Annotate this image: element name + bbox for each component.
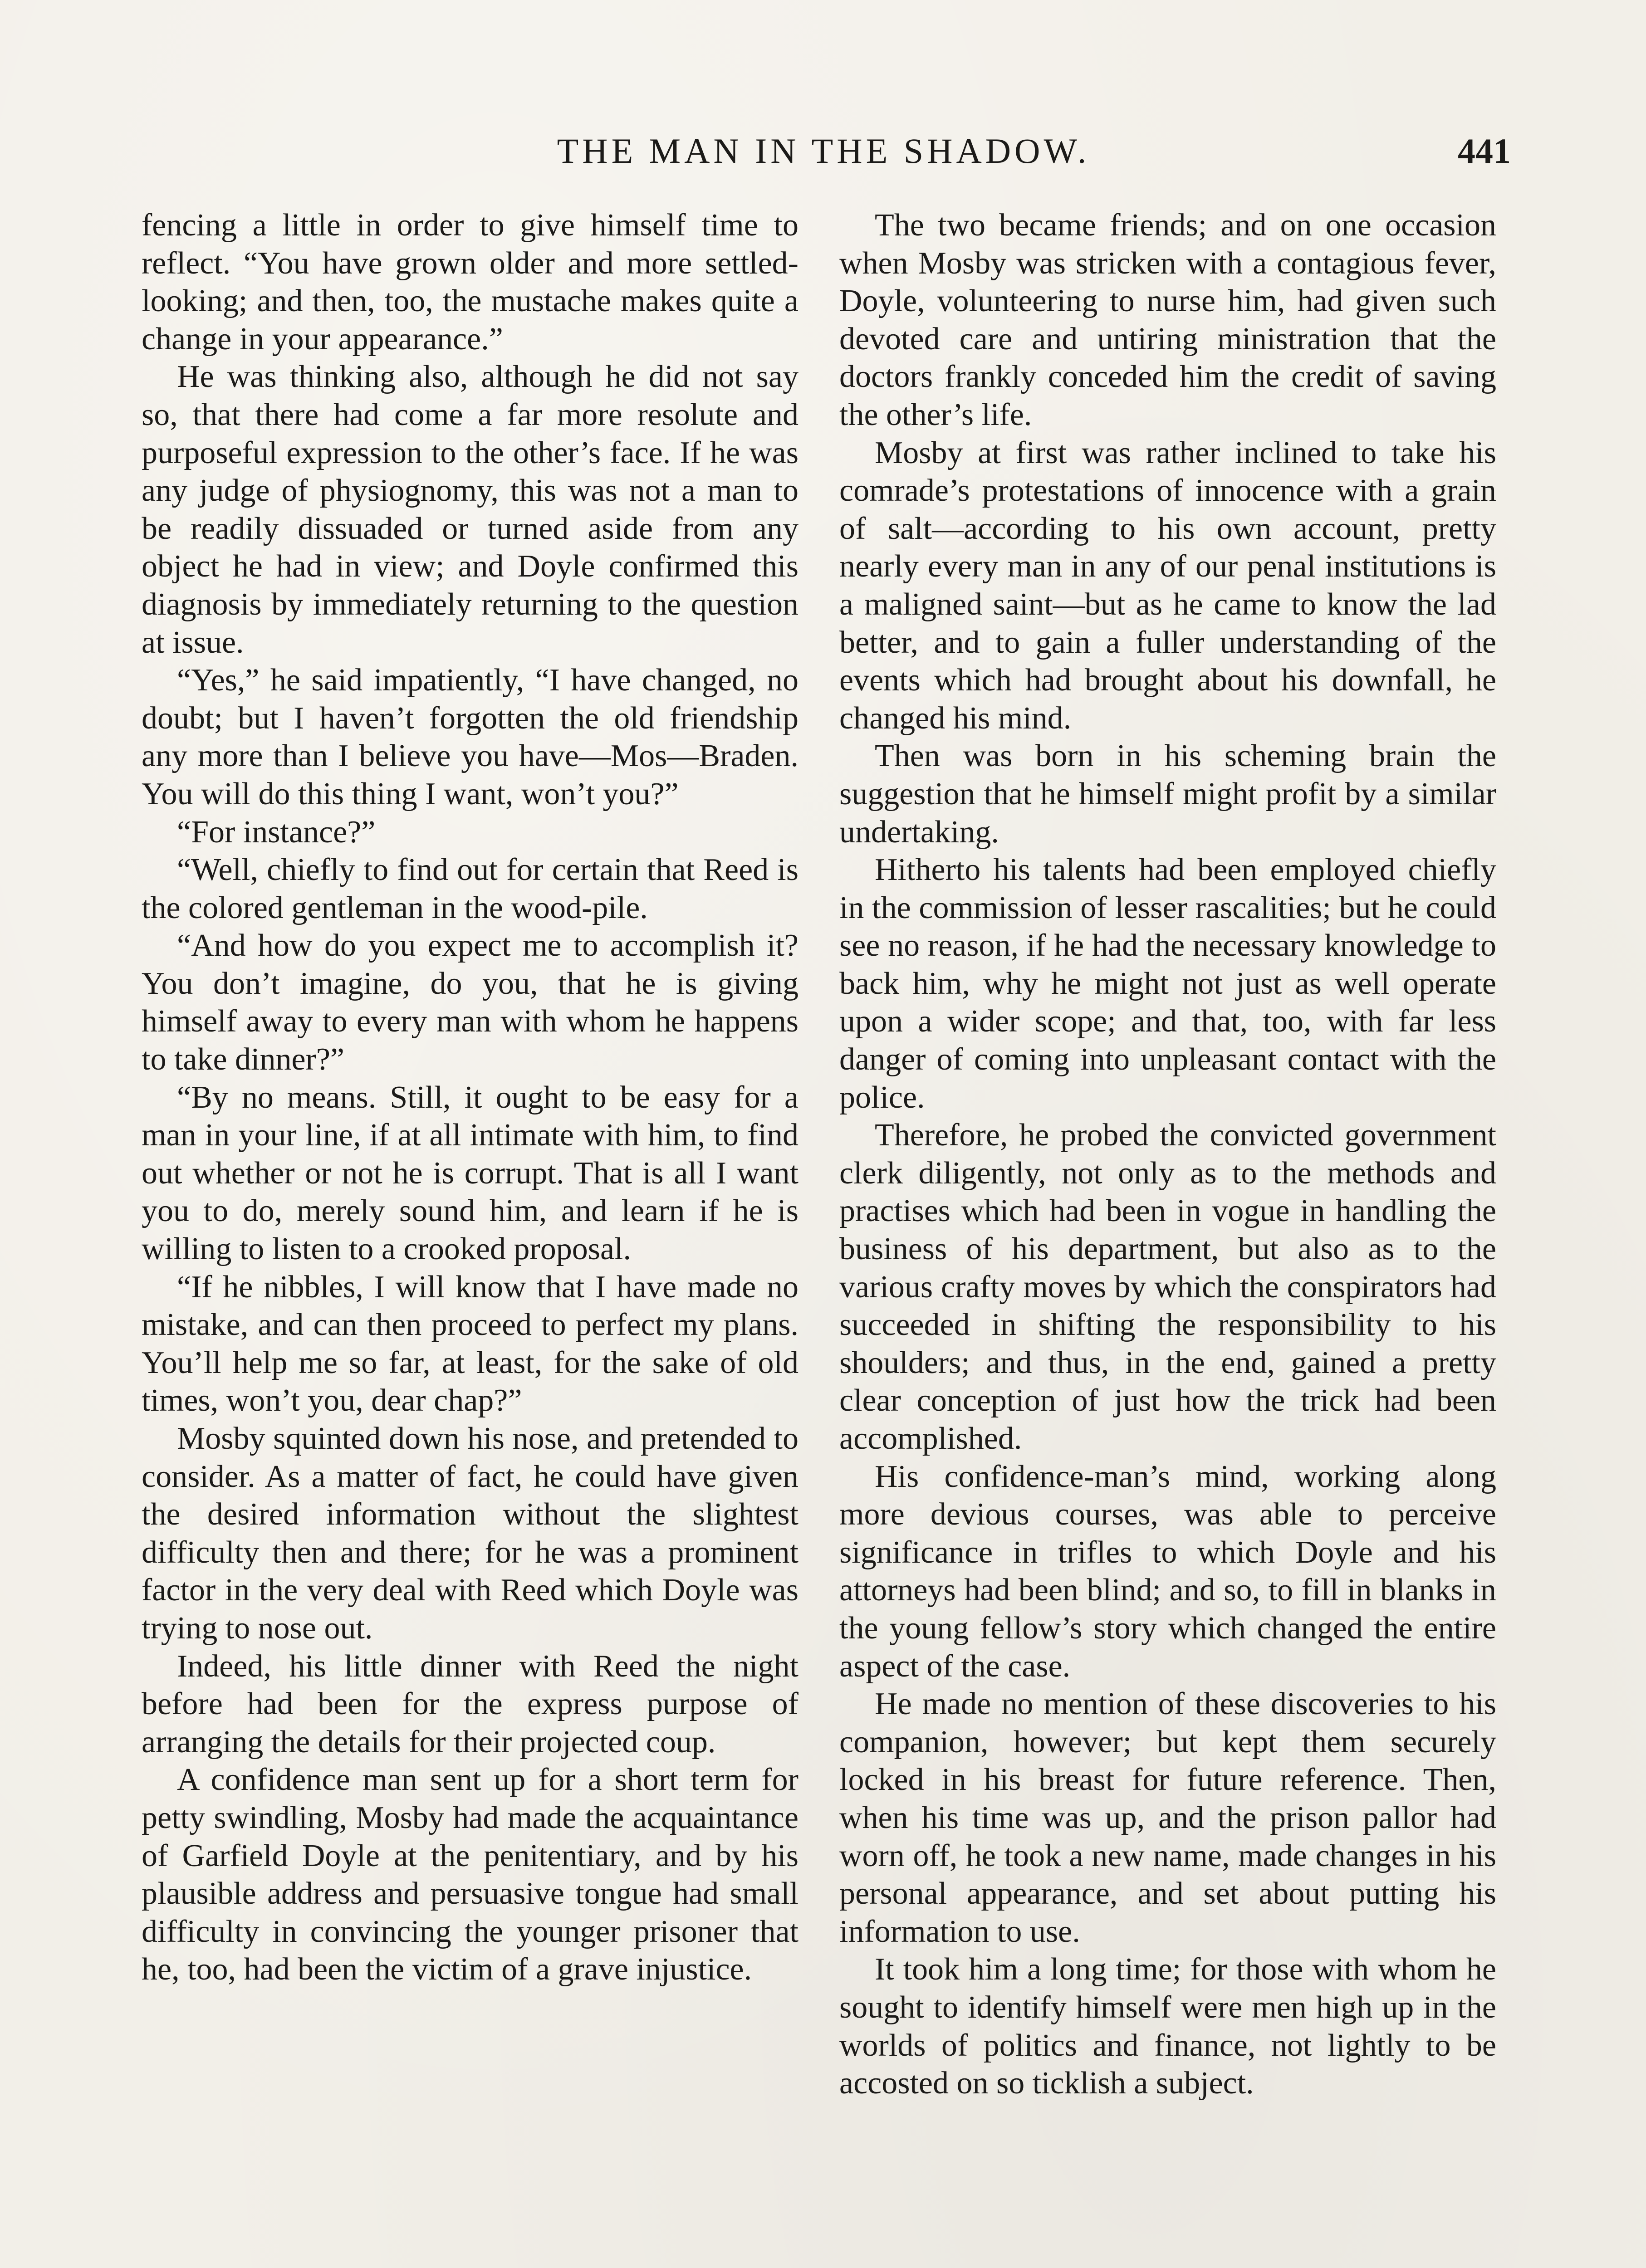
running-title: THE MAN IN THE SHADOW. xyxy=(557,131,1090,171)
paragraph: A confidence man sent up for a short term for petty swindling, Mosby had made the acquaintance of Garfield Doyle at the penitentiary, and by his plausible address and persuasive tongue had small difficulty in convincing the younger prisoner that he, too, had been the victim of a grave injustice. xyxy=(142,1762,799,1987)
paragraph: “By no means. Still, it ought to be easy for a man in your line, if at all intimate with him, to find out whether or not he is corrupt. That is all I want you to do, merely sound him, and learn if he is willing to listen to a crooked proposal. xyxy=(142,1080,799,1267)
paragraph: Indeed, his little dinner with Reed the night before had been for the express purpose of arranging the details for their projected coup. xyxy=(142,1648,799,1760)
paragraph: His confidence-man’s mind, working along more devious courses, was able to perceive significance in trifles to which Doyle and his attorneys had been blind; and so, to fill in blanks in the young fellow’s story which changed the entire aspect of the case. xyxy=(839,1459,1496,1684)
left-column xyxy=(142,206,799,2102)
paragraph: “And how do you expect me to accomplish it? You don’t imagine, do you, that he is giving himself away to every man with whom he happens to take dinner?” xyxy=(142,928,799,1077)
paragraph: Mosby squinted down his nose, and pretended to consider. As a matter of fact, he could have given the desired information without the slightest difficulty then and there; for he was a prominent factor in the very deal with Reed which Doyle was trying to nose out. xyxy=(142,1421,799,1646)
running-head xyxy=(136,126,1511,176)
paragraph: “For instance?” xyxy=(177,814,376,850)
paragraph: He made no mention of these discoveries to his companion, however; but kept them securely locked in his breast for future reference. Then, when his time was up, and the prison pallor had worn off, he took a new name, made changes in his personal appearance, and set about putting his information to use. xyxy=(839,1686,1496,1949)
paragraph: The two became friends; and on one occasion when Mosby was stricken with a contagious fever, Doyle, volunteering to nurse him, had given such devoted care and untiring ministration that the doctors frankly conceded him the credit of saving the other’s life. xyxy=(839,208,1496,432)
page-number: 441 xyxy=(1458,131,1511,171)
paragraph: “Yes,” he said impatiently, “I have changed, no doubt; but I haven’t forgotten the old friendship any more than I believe you have—Mos—Braden. You will do this thing I want, won’t you?” xyxy=(142,663,799,811)
text-columns xyxy=(142,206,1496,2102)
right-column xyxy=(839,206,1496,2102)
paragraph: Then was born in his scheming brain the suggestion that he himself might profit by a similar undertaking. xyxy=(839,738,1496,850)
paragraph: Mosby at first was rather inclined to take his comrade’s protestations of innocence with a grain of salt—according to his own account, pretty nearly every man in any of our penal institutions is a maligned saint—but as he came to know the lad better, and to gain a fuller understanding of the events which had brought about his downfall, he changed his mind. xyxy=(839,435,1496,736)
paragraph: It took him a long time; for those with whom he sought to identify himself were men high up in the worlds of politics and finance, not lightly to be accosted on so ticklish a subject. xyxy=(839,1952,1496,2101)
paragraph: Hitherto his talents had been employed chiefly in the commission of lesser rascalities; but he could see no reason, if he had the necessary knowledge to back him, why he might not just as well operate upon a wider scope; and that, too, with far less danger of coming into unpleasant contact with the police. xyxy=(839,852,1496,1115)
paragraph: fencing a little in order to give himself time to reflect. “You have grown older and more settled-looking; and then, too, the mustache makes quite a change in your appearance.” xyxy=(142,208,799,357)
paragraph: Therefore, he probed the convicted government clerk diligently, not only as to the methods and practises which had been in vogue in handling the business of his department, but also as to the various crafty moves by which the conspirators had succeeded in shifting the responsibility to his shoulders; and thus, in the end, gained a pretty clear conception of just how the trick had been accomplished. xyxy=(839,1118,1496,1456)
paragraph: He was thinking also, although he did not say so, that there had come a far more resolute and purposeful expression to the other’s face. If he was any judge of physiognomy, this was not a man to be readily dissuaded or turned aside from any object he had in view; and Doyle confirmed this diagnosis by immediately returning to the question at issue. xyxy=(142,359,799,660)
paragraph: “If he nibbles, I will know that I have made no mistake, and can then proceed to perfect my plans. You’ll help me so far, at least, for the sake of old times, won’t you, dear chap?” xyxy=(142,1269,799,1418)
paragraph: “Well, chiefly to find out for certain that Reed is the colored gentleman in the wood-pile. xyxy=(142,852,799,925)
